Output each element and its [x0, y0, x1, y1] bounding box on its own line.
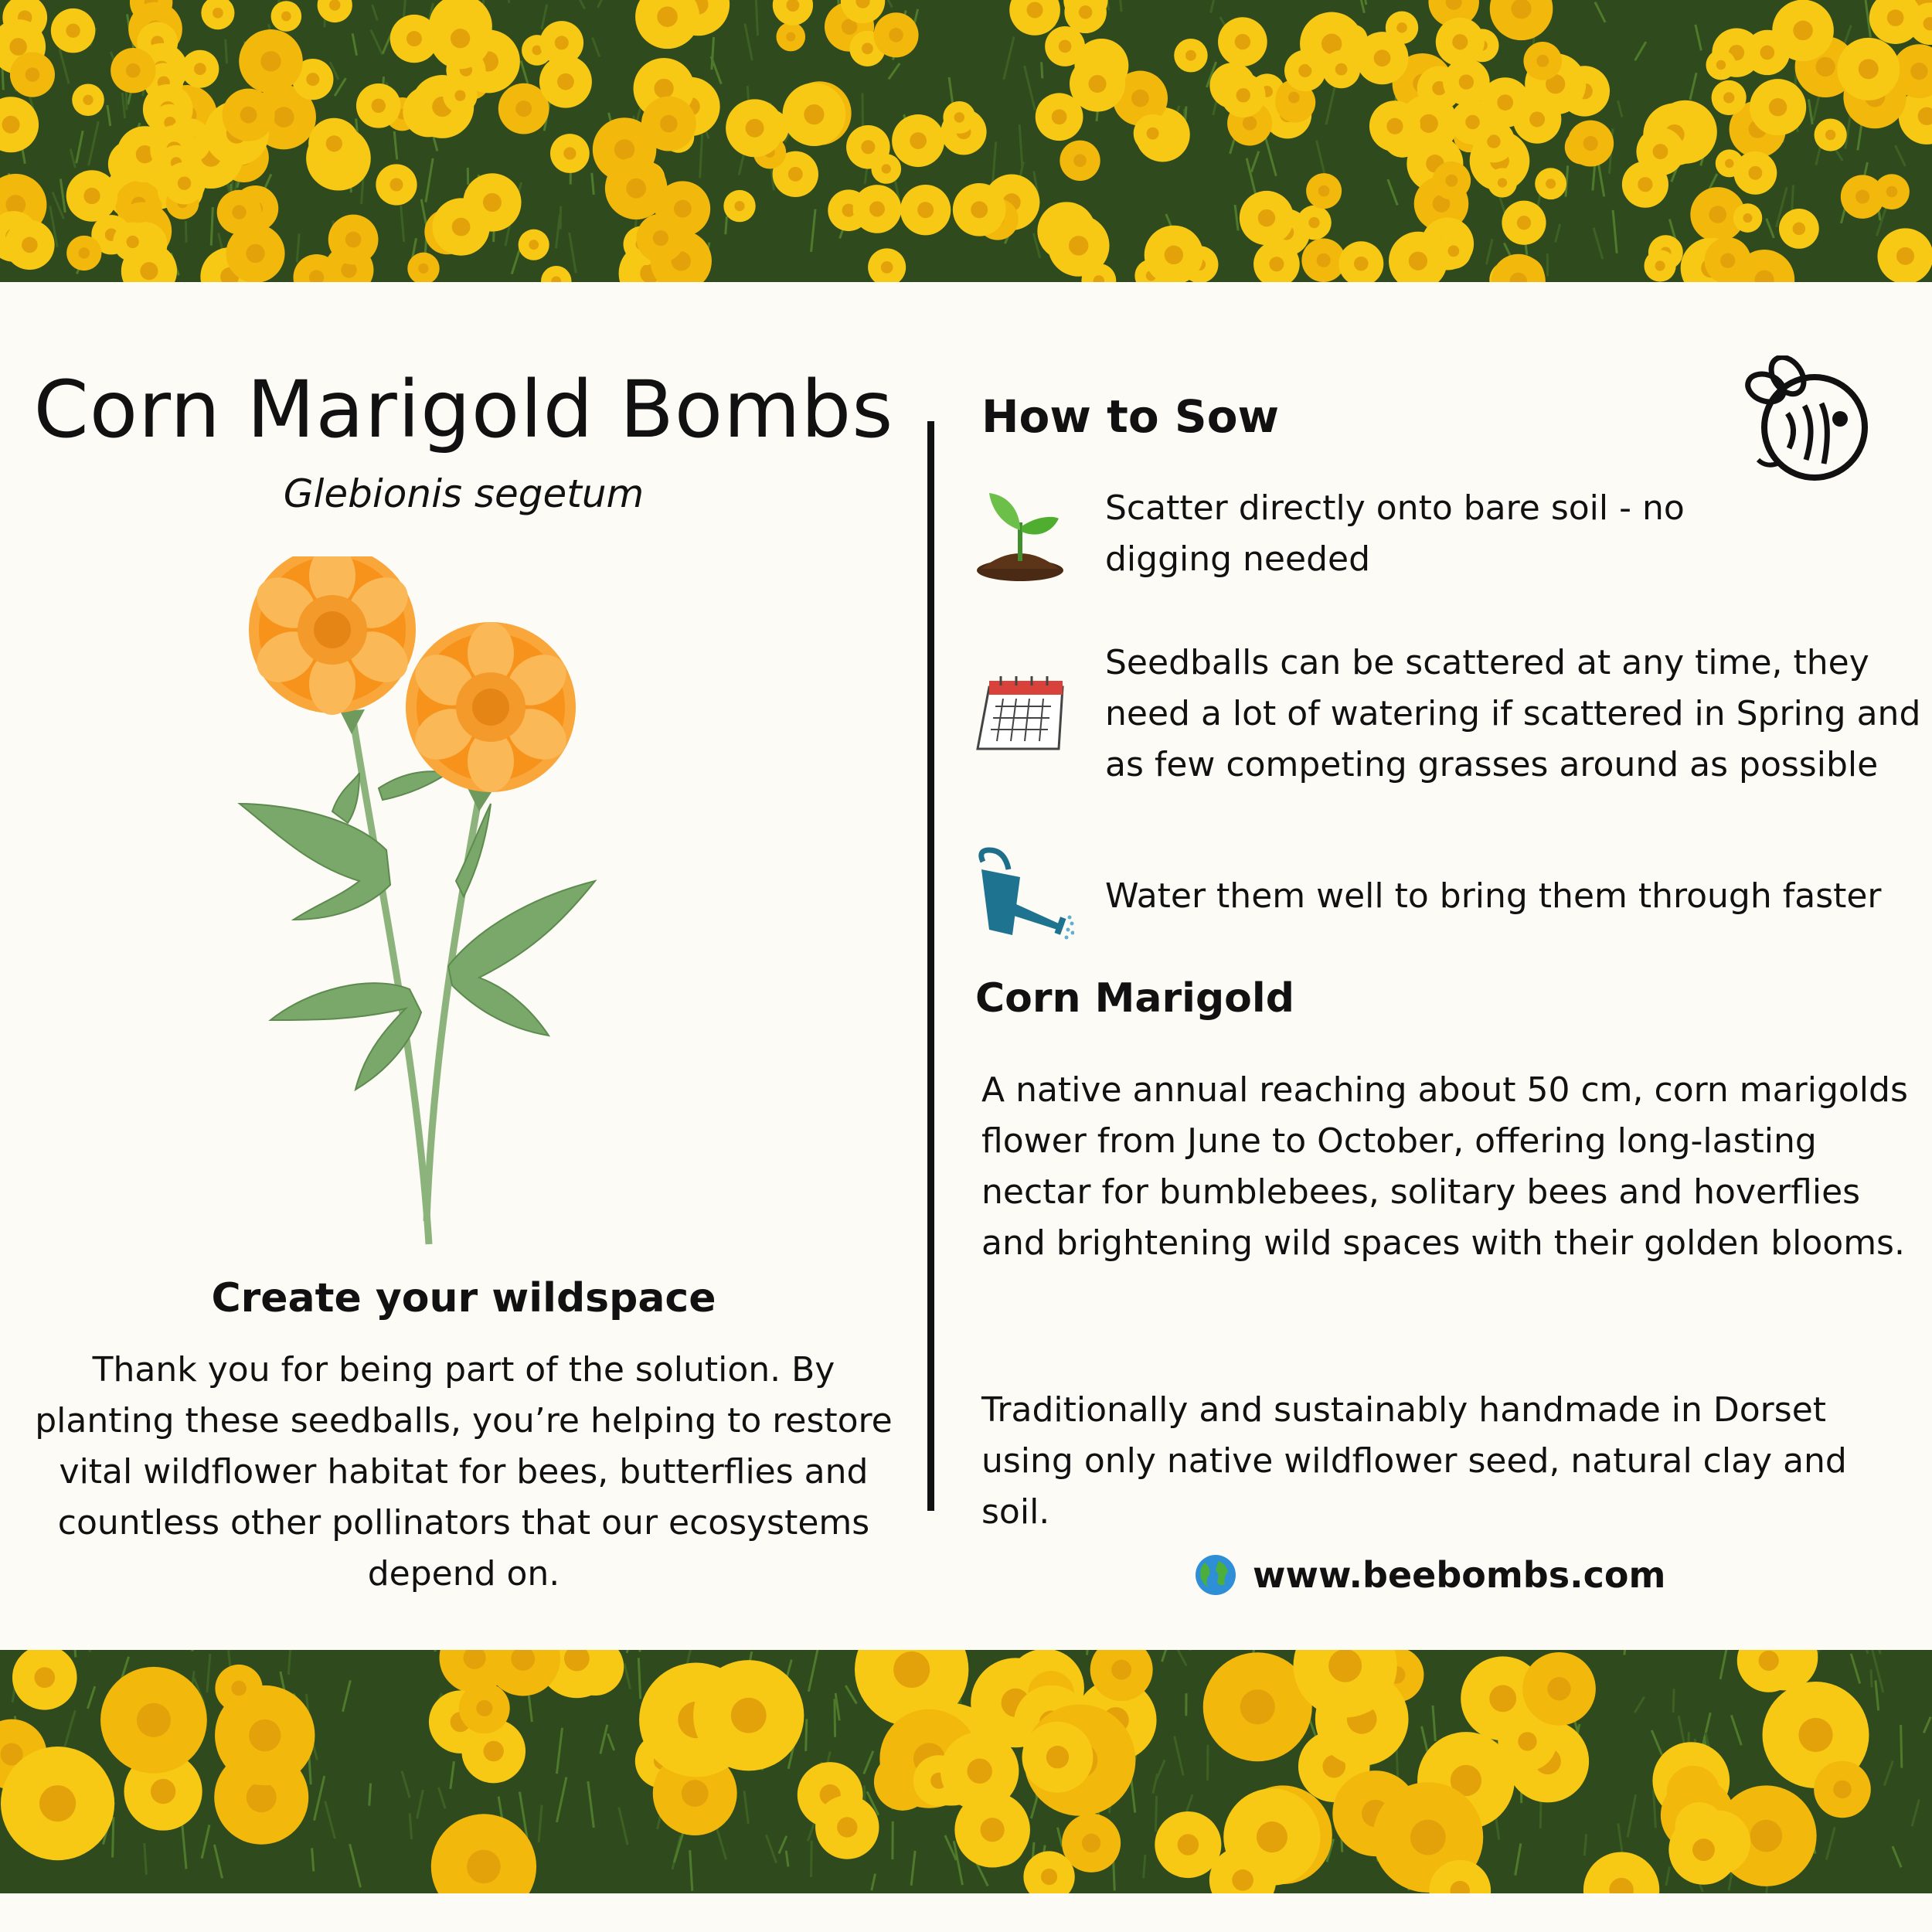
website-text[interactable]: www.beebombs.com	[1253, 1554, 1666, 1596]
bottom-flower-banner	[0, 1650, 1932, 1893]
sow-step-2	[974, 638, 1924, 791]
watering-can-icon	[974, 846, 1074, 947]
handmade-note: Traditionally and sustainably handmade in Dorset using only native wildflower seed, natural clay and soil.	[981, 1390, 1847, 1532]
corn-marigold-description: A native annual reaching about 50 cm, corn marigolds flower from June to October, offering long-lasting nectar for bumblebees, solitary bees and hoverflies and brightening wild spaces with their golden blooms.	[981, 1070, 1908, 1263]
sow-step-1-text: Scatter directly onto bare soil - no digging needed	[1105, 488, 1685, 579]
bee-logo-icon	[1743, 355, 1874, 491]
how-to-sow-heading: How to Sow	[981, 390, 1280, 443]
marigold-illustration	[224, 556, 672, 1252]
seedling-icon	[974, 484, 1074, 584]
corn-marigold-heading: Corn Marigold	[975, 975, 1294, 1022]
sow-step-1	[974, 483, 1924, 585]
flower-field-image-bottom	[0, 1650, 1932, 1893]
flower-field-image-top	[0, 0, 1932, 282]
wildspace-heading: Create your wildspace	[211, 1275, 716, 1321]
wildspace-body: Thank you for being part of the solution. By planting these seedballs, you’re helping to restore vital wildflower habitat for bees, butterflies and countless other pollinators that our ecosystems depend on.	[35, 1350, 893, 1594]
sow-step-2-text: Seedballs can be scattered at any time, they need a lot of watering if scattered in Spring and as few competing grasses around as possible	[1105, 643, 1921, 784]
latin-name: Glebionis segetum	[283, 471, 645, 517]
page-title: Corn Marigold Bombs	[33, 364, 894, 456]
left-column	[23, 363, 904, 516]
calendar-icon	[974, 664, 1074, 764]
website-link[interactable]	[1194, 1553, 1665, 1597]
top-flower-banner	[0, 0, 1932, 282]
sow-step-3	[974, 846, 1924, 947]
globe-icon	[1194, 1553, 1237, 1597]
bottom-margin	[0, 1893, 1932, 1932]
sow-step-3-text: Water them well to bring them through faster	[1105, 876, 1882, 916]
column-divider	[927, 421, 934, 1511]
